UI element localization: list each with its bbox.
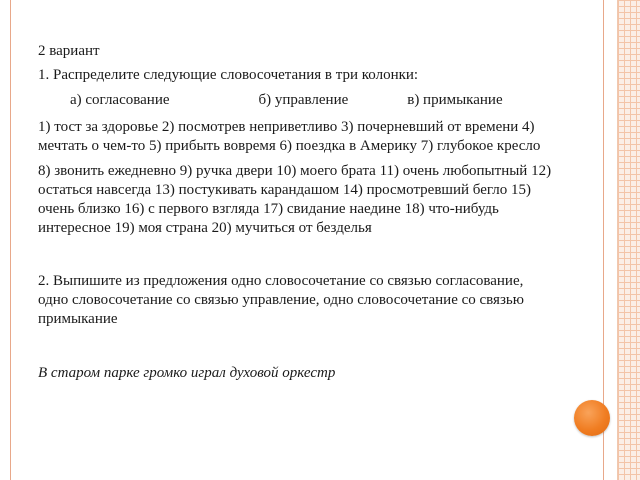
- column-headings: [70, 91, 556, 110]
- column-heading-agreement: а) согласование: [70, 92, 170, 108]
- column-heading-adjunction: в) примыкание: [407, 92, 503, 108]
- example-sentence: В старом парке громко играл духовой оркестр: [38, 365, 336, 381]
- left-decorative-line: [10, 0, 11, 480]
- phrases-block-2: 8) звонить ежедневно 9) ручка двери 10) моего брата 11) очень любопытный 12) остаться навсегда 13) постукивать карандашом 14) просмотревший бегло 15) очень близко 16) с первого взгляда 17) свидание наедине 18) что-нибудь интересное 19) моя страна 20) мучиться от безделья: [38, 163, 552, 236]
- orange-circle-decoration: [574, 400, 610, 436]
- task-2-instruction: 2. Выпишите из предложения одно словосочетание со связью согласование, одно словосочетание со связью управление, одно словосочетание со связью примыкание: [38, 273, 524, 327]
- variant-title: 2 вариант: [38, 43, 100, 59]
- task-1-instruction: 1. Распределите следующие словосочетания в три колонки:: [38, 67, 419, 83]
- column-heading-government: б) управление: [258, 92, 349, 108]
- right-grid-border: [617, 0, 640, 480]
- phrases-block-1: 1) тост за здоровье 2) посмотрев неприветливо 3) почерневший от времени 4) мечтать о чем-то 5) прибыть вовремя 6) поездка в Америку 7) глубокое кресло: [38, 119, 541, 154]
- slide-content: [38, 42, 556, 383]
